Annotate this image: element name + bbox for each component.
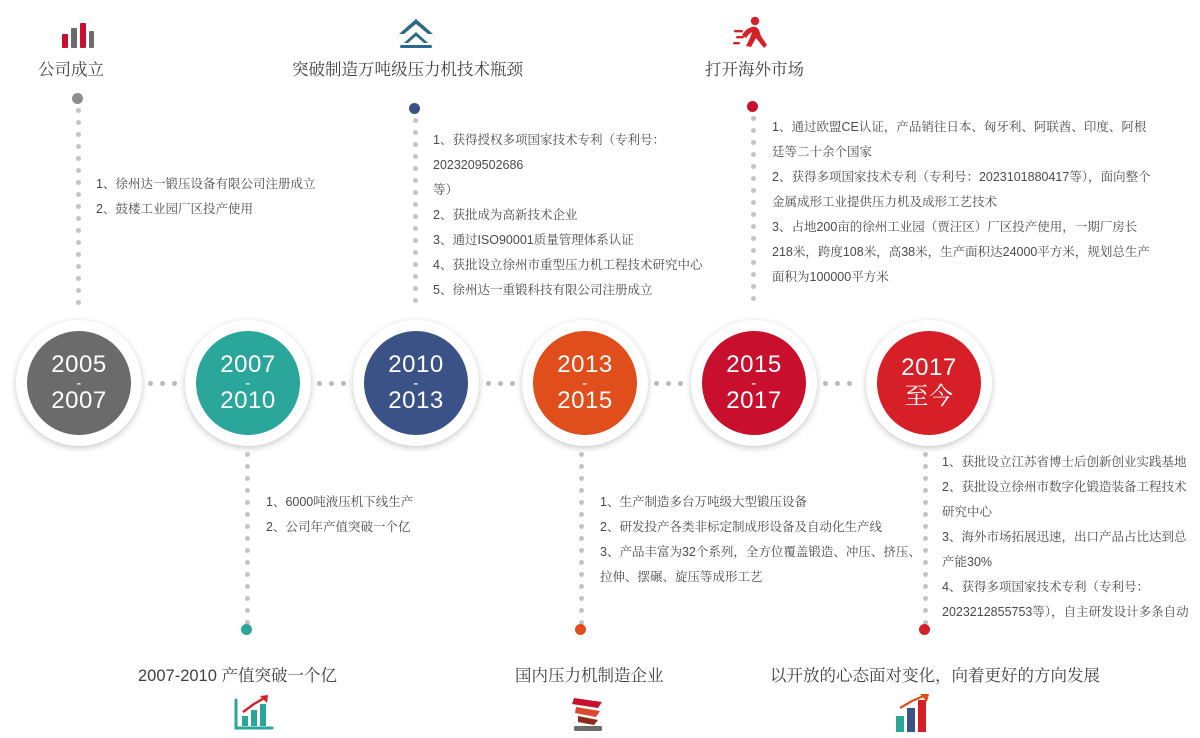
top-5-line-1: 1、通过欧盟CE认证，产品销往日本、匈牙利、阿联酋、印度、阿根 — [772, 120, 1147, 134]
connector-top-5-endcap — [747, 101, 758, 112]
timeline-node-4-inner — [533, 331, 637, 435]
connector-bottom-4-endcap — [575, 624, 586, 635]
bottom-2-line-1: 1、6000吨液压机下线生产 — [266, 495, 414, 509]
axis-dot — [666, 381, 671, 386]
growth-chart-icon — [232, 694, 276, 734]
bottom-text-block-4 — [600, 490, 930, 590]
top-1-line-2: 2、鼓楼工业园厂区投产使用 — [96, 202, 253, 216]
top-title-5: 打开海外市场 — [705, 61, 804, 79]
axis-dot — [823, 381, 828, 386]
connector-dot — [413, 118, 418, 123]
connector-dot — [245, 560, 250, 565]
connector-dot — [579, 488, 584, 493]
bottom-text-block-6 — [942, 450, 1197, 625]
connector-dot — [579, 572, 584, 577]
axis-dot — [148, 381, 153, 386]
top-5-line-3: 2、获得多项国家技术专利（专利号：2023101880417等），面向整个 — [772, 170, 1151, 184]
connector-dot — [245, 452, 250, 457]
connector-dot — [413, 154, 418, 159]
top-3-line-4: 3、通过ISO90001质量管理体系认证 — [433, 233, 634, 247]
connector-dot — [245, 500, 250, 505]
node-4-year-start: 2013 — [557, 350, 613, 378]
timeline-node-1-inner — [27, 331, 131, 435]
node-3-year-start: 2010 — [388, 350, 444, 378]
connector-dot — [245, 536, 250, 541]
connector-dot — [923, 464, 928, 469]
connector-dot — [76, 204, 81, 209]
connector-dot — [76, 264, 81, 269]
bottom-title-4: 国内压力机制造企业 — [515, 667, 664, 685]
node-3-year-end: 2013 — [388, 386, 444, 414]
bottom-6-line-1: 1、获批设立江苏省博士后创新创业实践基地 — [942, 455, 1187, 469]
timeline-node-5[interactable] — [691, 320, 817, 446]
node-5-year-end: 2017 — [726, 386, 782, 414]
axis-dot — [317, 381, 322, 386]
top-3-line-1: 1、获得授权多项国家技术专利（专利号：2023209502686 — [433, 133, 665, 172]
connector-dot — [245, 488, 250, 493]
node-1-year-end: 2007 — [51, 386, 107, 414]
top-title-1: 公司成立 — [38, 61, 104, 79]
top-5-line-5: 3、占地200亩的徐州工业园（贾汪区）厂区投产使用，一期厂房长 — [772, 220, 1138, 234]
bottom-4-line-2: 2、研发投产各类非标定制成形设备及自动化生产线 — [600, 520, 882, 534]
connector-bottom-4 — [578, 452, 584, 632]
timeline-node-6[interactable] — [866, 320, 992, 446]
timeline-node-5-inner — [702, 331, 806, 435]
connector-dot — [245, 464, 250, 469]
bottom-2-line-2: 2、公司年产值突破一个亿 — [266, 520, 411, 534]
connector-dot — [76, 132, 81, 137]
axis-dot — [654, 381, 659, 386]
connector-dot — [76, 216, 81, 221]
bottom-6-line-3: 研究中心 — [942, 505, 993, 519]
connector-dot — [579, 476, 584, 481]
top-title-3: 突破制造万吨级压力机技术瓶颈 — [292, 61, 523, 79]
axis-dot — [835, 381, 840, 386]
bottom-title-6: 以开放的心态面对变化，向着更好的方向发展 — [770, 667, 1100, 685]
connector-dot — [579, 596, 584, 601]
connector-dot — [245, 584, 250, 589]
bottom-6-line-6: 4、获得多项国家技术专利（专利号： — [942, 580, 1149, 594]
node-2-year-end: 2010 — [220, 386, 276, 414]
connector-dot — [413, 298, 418, 303]
connector-top-1 — [75, 96, 81, 308]
timeline-node-3-inner — [364, 331, 468, 435]
connector-top-3-endcap — [409, 103, 420, 114]
top-text-block-1 — [96, 172, 356, 222]
top-3-line-2: 等） — [433, 183, 459, 197]
connector-dot — [923, 596, 928, 601]
bottom-4-line-1: 1、生产制造多台万吨级大型锻压设备 — [600, 495, 807, 509]
connector-dot — [413, 142, 418, 147]
timeline-node-4[interactable] — [522, 320, 648, 446]
connector-dot — [76, 120, 81, 125]
axis-dot — [847, 381, 852, 386]
connector-dot — [579, 608, 584, 613]
top-5-line-6: 218米，跨度108米，高38米，生产面积达24000平方米，规划总生产 — [772, 245, 1150, 259]
node-5-year-start: 2015 — [726, 350, 782, 378]
node-5-dash: - — [751, 374, 757, 392]
connector-dot — [245, 548, 250, 553]
connector-dot — [245, 596, 250, 601]
node-6-year-end: 至今 — [904, 383, 954, 410]
axis-dot — [160, 381, 165, 386]
bottom-4-line-3: 3、产品丰富为32个系列，全方位覆盖锻造、冲压、挤压、 — [600, 545, 921, 559]
connector-dot — [413, 178, 418, 183]
connector-dot — [413, 202, 418, 207]
bar-growth-icon — [892, 694, 936, 734]
connector-dot — [751, 116, 756, 121]
node-2-year-start: 2007 — [220, 350, 276, 378]
connector-dot — [413, 286, 418, 291]
connector-dot — [76, 144, 81, 149]
connector-dot — [76, 288, 81, 293]
axis-dot — [341, 381, 346, 386]
connector-dot — [245, 608, 250, 613]
connector-dot — [413, 262, 418, 267]
bottom-text-block-2 — [266, 490, 526, 540]
axis-dots-3 — [486, 376, 515, 390]
bottom-title-2: 2007-2010 产值突破一个亿 — [138, 667, 337, 685]
connector-dot — [76, 300, 81, 305]
connector-dot — [923, 452, 928, 457]
connector-dot — [76, 252, 81, 257]
connector-dot — [245, 512, 250, 517]
axis-dot — [486, 381, 491, 386]
axis-dot — [329, 381, 334, 386]
connector-dot — [923, 608, 928, 613]
connector-dot — [413, 238, 418, 243]
connector-dot — [245, 476, 250, 481]
connector-dot — [413, 130, 418, 135]
connector-dot — [579, 560, 584, 565]
connector-dot — [76, 180, 81, 185]
node-1-year-start: 2005 — [51, 350, 107, 378]
bottom-6-line-4: 3、海外市场拓展迅速，出口产品占比达到总 — [942, 530, 1187, 544]
connector-dot — [579, 500, 584, 505]
node-2-dash: - — [245, 374, 251, 392]
timeline-node-2-inner — [196, 331, 300, 435]
top-text-block-5 — [772, 115, 1162, 290]
axis-dots-4 — [654, 376, 683, 390]
top-3-line-6: 5、徐州达一重锻科技有限公司注册成立 — [433, 283, 653, 297]
axis-dot — [678, 381, 683, 386]
timeline-node-2[interactable] — [185, 320, 311, 446]
press-machine-icon — [568, 694, 612, 734]
top-3-line-5: 4、获批设立徐州市重型压力机工程技术研究中心 — [433, 258, 703, 272]
node-1-dash: - — [76, 374, 82, 392]
connector-dot — [413, 226, 418, 231]
connector-top-1-endcap — [72, 93, 83, 104]
axis-dots-2 — [317, 376, 346, 390]
axis-dot — [498, 381, 503, 386]
timeline-node-3[interactable] — [353, 320, 479, 446]
connector-dot — [413, 214, 418, 219]
bottom-6-line-2: 2、获批设立徐州市数字化锻造装备工程技术 — [942, 480, 1187, 494]
node-4-dash: - — [582, 374, 588, 392]
bar-chart-icon — [60, 20, 96, 50]
connector-dot — [413, 250, 418, 255]
axis-dot — [510, 381, 515, 386]
connector-bottom-2-endcap — [241, 624, 252, 635]
node-4-year-end: 2015 — [557, 386, 613, 414]
top-1-line-1: 1、徐州达一锻压设备有限公司注册成立 — [96, 177, 316, 191]
bottom-6-line-5: 产能30% — [942, 555, 993, 569]
connector-dot — [579, 536, 584, 541]
top-3-line-3: 2、获批成为高新技术企业 — [433, 208, 578, 222]
bottom-6-line-7: 2023212855753等），自主研发设计多条自动 — [942, 605, 1189, 619]
connector-bottom-2 — [244, 452, 250, 632]
timeline-node-6-inner — [877, 331, 981, 435]
axis-dots-5 — [823, 376, 852, 390]
connector-dot — [579, 452, 584, 457]
connector-dot — [76, 276, 81, 281]
running-person-icon — [733, 16, 769, 50]
timeline-node-1[interactable] — [16, 320, 142, 446]
top-5-line-7: 面积为100000平方米 — [772, 270, 889, 284]
connector-dot — [76, 240, 81, 245]
axis-dot — [172, 381, 177, 386]
bottom-4-line-4: 拉伸、摆碾、旋压等成形工艺 — [600, 570, 763, 584]
mountain-home-icon — [396, 16, 436, 50]
top-text-block-3 — [433, 128, 753, 303]
top-5-line-2: 廷等二十余个国家 — [772, 145, 873, 159]
connector-dot — [76, 108, 81, 113]
connector-dot — [579, 548, 584, 553]
connector-dot — [579, 512, 584, 517]
node-3-dash: - — [413, 374, 419, 392]
connector-dot — [76, 168, 81, 173]
connector-dot — [413, 274, 418, 279]
connector-dot — [579, 464, 584, 469]
connector-dot — [579, 524, 584, 529]
connector-bottom-6-endcap — [919, 624, 930, 635]
axis-dots-1 — [148, 376, 177, 390]
connector-dot — [76, 192, 81, 197]
connector-dot — [413, 166, 418, 171]
connector-dot — [579, 584, 584, 589]
connector-dot — [76, 156, 81, 161]
connector-top-3 — [412, 106, 418, 308]
connector-dot — [76, 228, 81, 233]
top-5-line-4: 金属成形工业提供压力机及成形工艺技术 — [772, 195, 998, 209]
connector-dot — [245, 572, 250, 577]
connector-dot — [923, 476, 928, 481]
connector-dot — [245, 524, 250, 529]
connector-dot — [413, 190, 418, 195]
node-6-year-start: 2017 — [901, 354, 957, 382]
